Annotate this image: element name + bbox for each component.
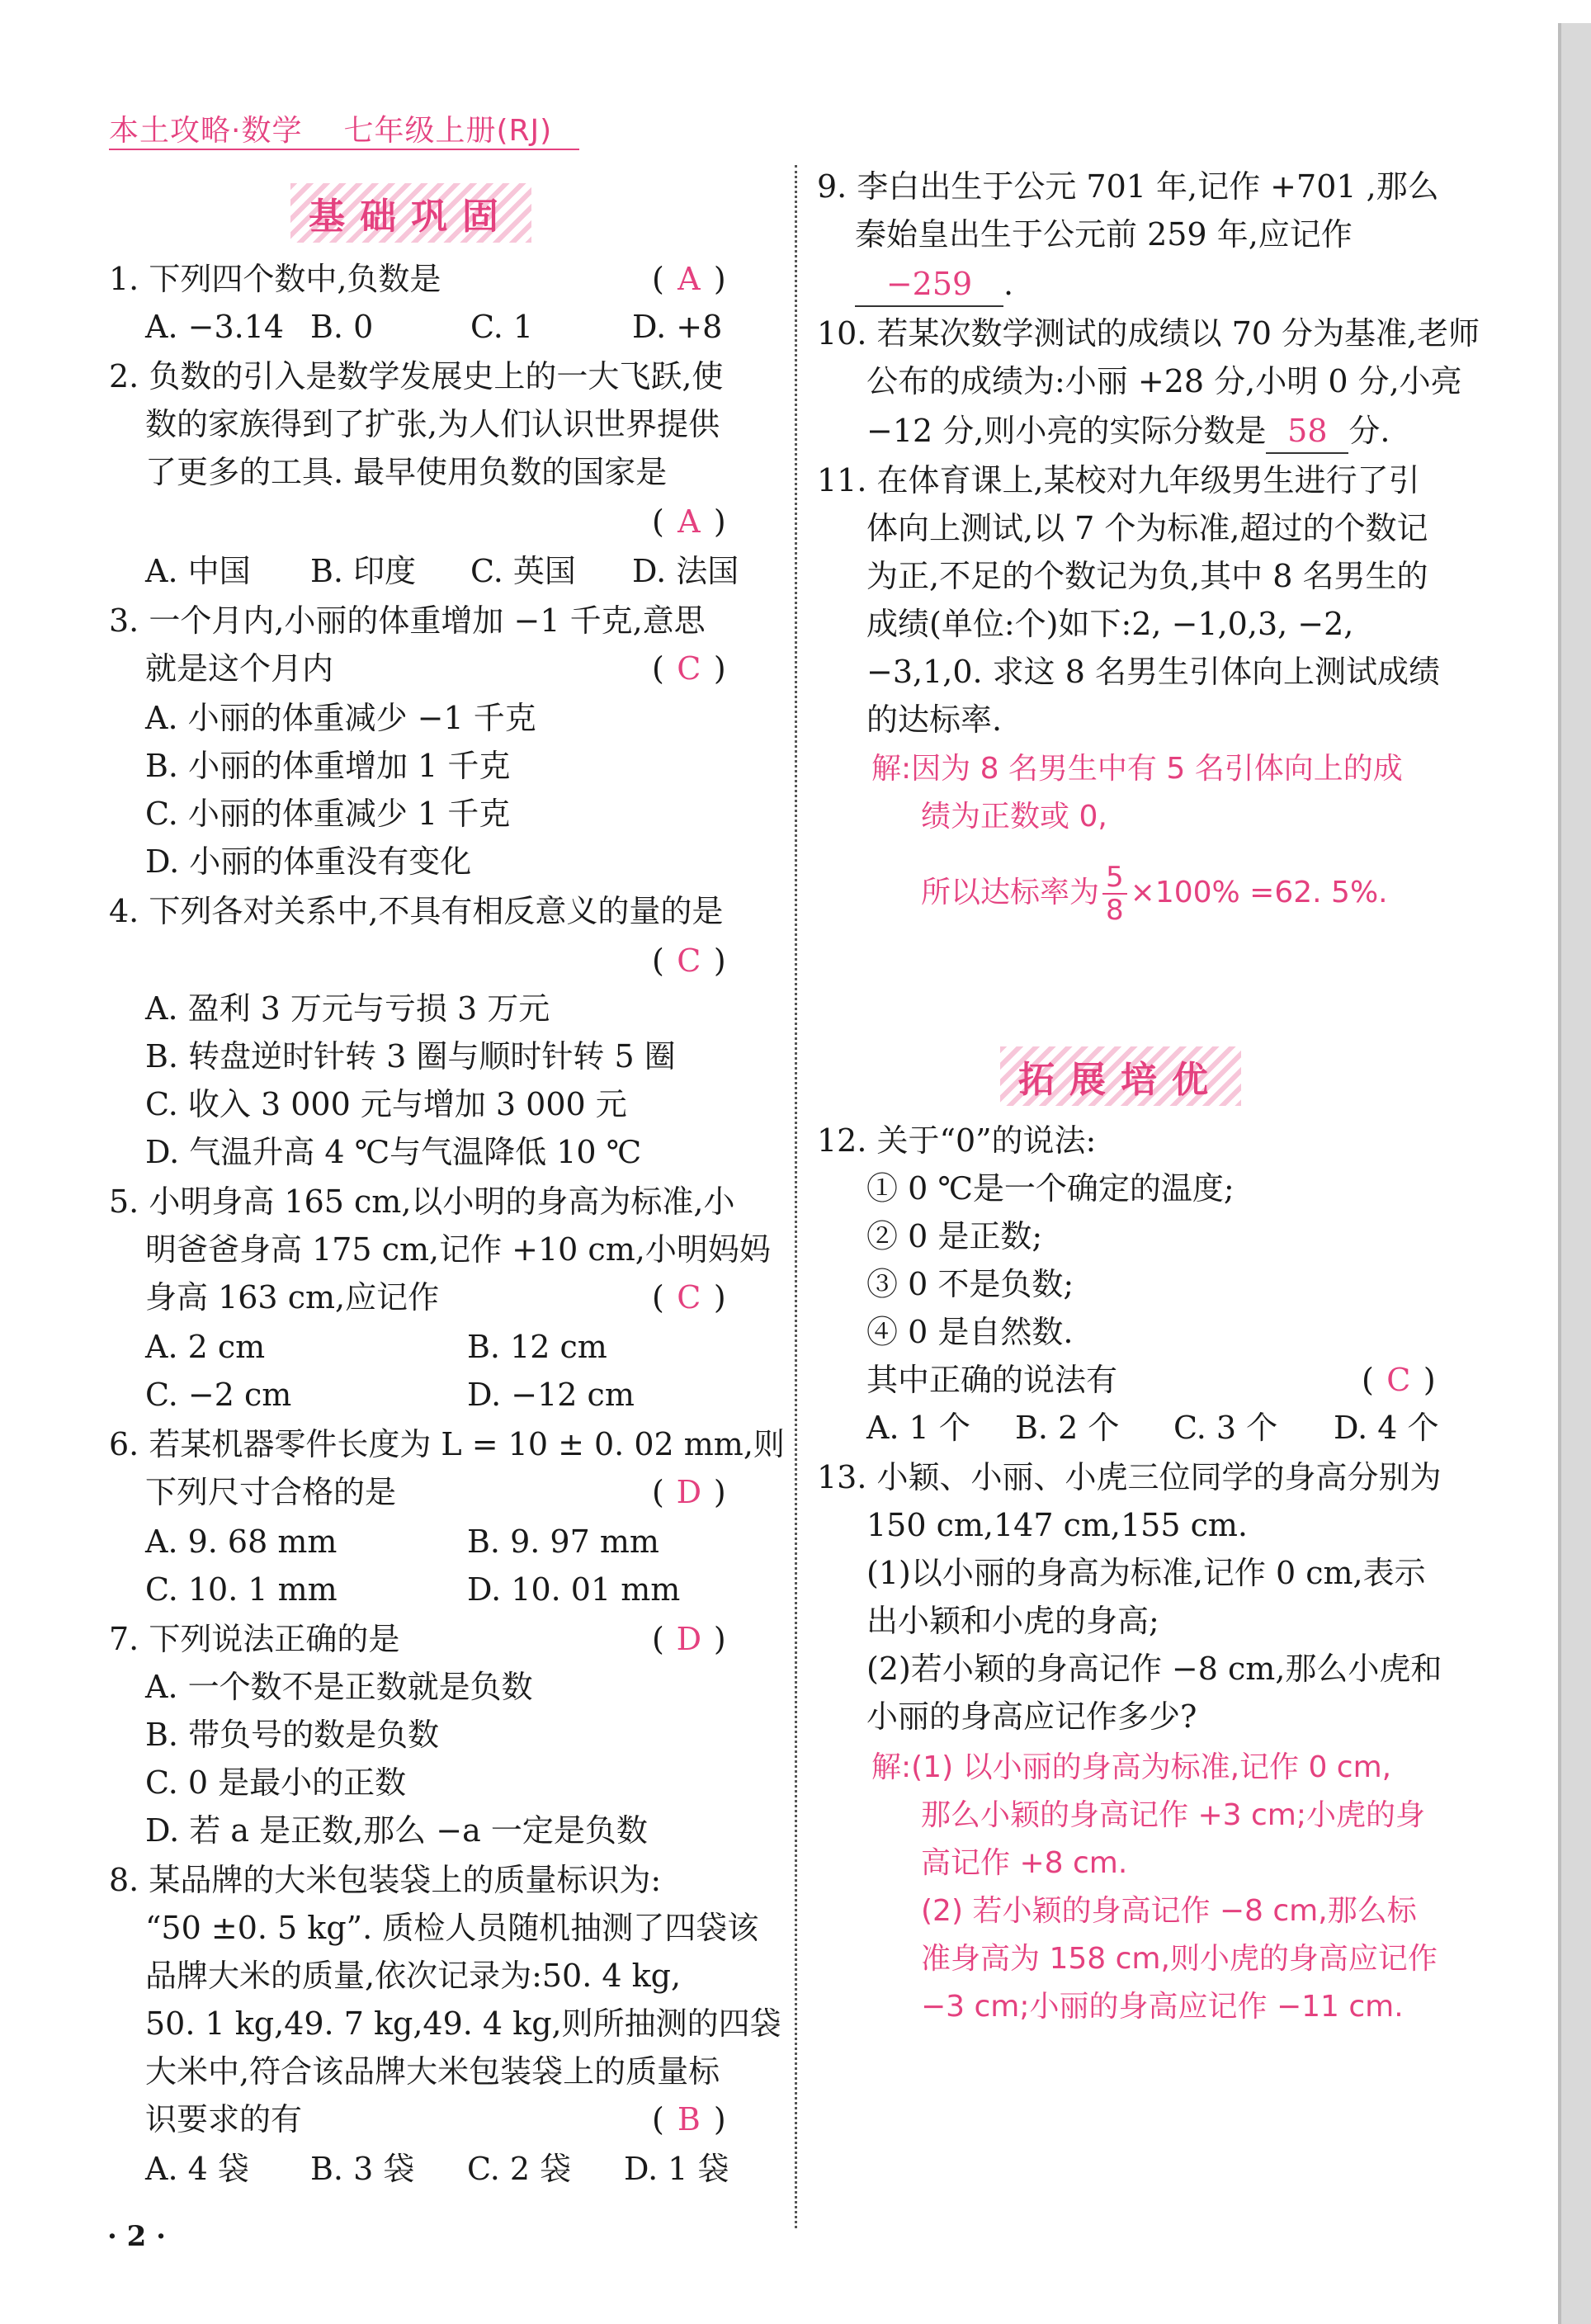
q11-line: 成绩(单位:个)如下:2, −1,0,3, −2, bbox=[866, 606, 1354, 642]
q6-line: 下列尺寸合格的是 bbox=[145, 1474, 397, 1510]
q2-option-c: C. 英国 bbox=[470, 553, 576, 589]
q8-line: 8. 某品牌的大米包装袋上的质量标识为: bbox=[109, 1862, 662, 1898]
q11-fraction bbox=[1102, 862, 1127, 926]
q10-line: 10. 若某次数学测试的成绩以 70 分为基准,老师 bbox=[817, 315, 1480, 352]
q8-line: 大米中,符合该品牌大米包装袋上的质量标 bbox=[145, 2053, 720, 2090]
q13-line: 小丽的身高应记作多少? bbox=[866, 1698, 1197, 1735]
q7-stem: 7. 下列说法正确的是 bbox=[109, 1621, 400, 1657]
q11-sol-prefix: 所以达标率为 bbox=[921, 876, 1100, 909]
q6-option-b: B. 9. 97 mm bbox=[467, 1523, 659, 1560]
q8-answer: B bbox=[677, 2101, 701, 2137]
q3-line: 就是这个月内 bbox=[145, 650, 334, 687]
q9-answer-line bbox=[855, 262, 1013, 307]
q7-option-b: B. 带负号的数是负数 bbox=[145, 1717, 440, 1753]
q9-tail: . bbox=[1003, 266, 1014, 302]
section-title-advanced: 拓展培优 bbox=[1000, 1046, 1241, 1106]
q7-answer-bracket: ( D ) bbox=[652, 1618, 726, 1660]
q12-option-b: B. 2 个 bbox=[1015, 1410, 1120, 1446]
page-edge bbox=[1561, 23, 1591, 2324]
q13-solution-line: 解:(1) 以小丽的身高为标准,记作 0 cm, bbox=[871, 1750, 1392, 1784]
q11-line: −3,1,0. 求这 8 名男生引体向上测试成绩 bbox=[866, 654, 1441, 690]
q12-item: ② 0 是正数; bbox=[866, 1218, 1043, 1254]
q8-option-c: C. 2 袋 bbox=[467, 2151, 572, 2187]
q13-solution-line: 那么小颖的身高记作 +3 cm;小虎的身 bbox=[921, 1798, 1425, 1832]
q1-option-d: D. +8 bbox=[632, 309, 723, 345]
q13-solution-line: 高记作 +8 cm. bbox=[921, 1846, 1128, 1880]
q4-option-b: B. 转盘逆时针转 3 圈与顺时针转 5 圈 bbox=[145, 1038, 676, 1075]
header-grade: 七年级上册(RJ) bbox=[343, 114, 553, 148]
q13-line: (2)若小颖的身高记作 −8 cm,那么小虎和 bbox=[866, 1651, 1442, 1687]
header-book: 本土攻略·数学 bbox=[109, 114, 303, 148]
q12-answer-bracket: ( C ) bbox=[1362, 1358, 1436, 1401]
q8-option-a: A. 4 袋 bbox=[145, 2151, 249, 2187]
q13-line: (1)以小丽的身高为标准,记作 0 cm,表示 bbox=[866, 1555, 1426, 1591]
q1-option-a: A. −3.14 bbox=[145, 309, 285, 345]
q13-line: 150 cm,147 cm,155 cm. bbox=[866, 1507, 1249, 1543]
q2-answer: A bbox=[677, 503, 701, 540]
q12-item: ① 0 ℃是一个确定的温度; bbox=[866, 1170, 1235, 1207]
q11-line: 11. 在体育课上,某校对九年级男生进行了引 bbox=[817, 462, 1420, 498]
q11-sol-suffix: ×100% =62. 5%. bbox=[1130, 876, 1388, 909]
section-title-basic: 基础巩固 bbox=[290, 183, 531, 243]
q11-line: 的达标率. bbox=[866, 701, 1003, 738]
q8-option-b: B. 3 袋 bbox=[310, 2151, 415, 2187]
q2-line: 2. 负数的引入是数学发展史上的一大飞跃,使 bbox=[109, 358, 724, 394]
q1-answer-bracket: ( A ) bbox=[652, 257, 726, 300]
q2-option-b: B. 印度 bbox=[310, 553, 417, 589]
q9-line: 秦始皇出生于公元前 259 年,应记作 bbox=[855, 216, 1353, 253]
q8-option-d: D. 1 袋 bbox=[624, 2151, 729, 2187]
q12-answer: C bbox=[1386, 1362, 1411, 1398]
q6-option-d: D. 10. 01 mm bbox=[467, 1571, 681, 1608]
q2-answer-bracket: ( A ) bbox=[652, 500, 726, 543]
page-number: · 2 · bbox=[107, 2220, 167, 2253]
q12-ask: 其中正确的说法有 bbox=[866, 1362, 1118, 1398]
q13-solution-line: −3 cm;小丽的身高应记作 −11 cm. bbox=[921, 1990, 1404, 2024]
q6-answer-bracket: ( D ) bbox=[652, 1471, 726, 1514]
q11-solution-line: 解:因为 8 名男生中有 5 名引体向上的成 bbox=[871, 752, 1403, 786]
q11-frac-num: 5 bbox=[1102, 862, 1127, 895]
q10-last-suffix: 分. bbox=[1348, 413, 1390, 449]
q11-line: 为正,不足的个数记为负,其中 8 名男生的 bbox=[866, 558, 1428, 594]
q6-answer: D bbox=[676, 1474, 702, 1510]
q2-line: 数的家族得到了扩张,为人们认识世界提供 bbox=[145, 406, 720, 442]
q13-line: 13. 小颖、小丽、小虎三位同学的身高分别为 bbox=[817, 1459, 1442, 1495]
q10-line: 公布的成绩为:小丽 +28 分,小明 0 分,小亮 bbox=[866, 363, 1462, 399]
q6-option-a: A. 9. 68 mm bbox=[145, 1523, 338, 1560]
q8-line: “50 ±0. 5 kg”. 质检人员随机抽测了四袋该 bbox=[145, 1910, 759, 1946]
q7-answer: D bbox=[676, 1621, 702, 1657]
q3-option-b: B. 小丽的体重增加 1 千克 bbox=[145, 748, 511, 784]
q7-option-a: A. 一个数不是正数就是负数 bbox=[145, 1669, 533, 1705]
q7-option-d: D. 若 a 是正数,那么 −a 一定是负数 bbox=[145, 1812, 648, 1849]
q5-line: 明爸爸身高 175 cm,记作 +10 cm,小明妈妈 bbox=[145, 1231, 771, 1268]
q5-line: 5. 小明身高 165 cm,以小明的身高为标准,小 bbox=[109, 1183, 735, 1220]
q3-option-c: C. 小丽的体重减少 1 千克 bbox=[145, 796, 511, 832]
q4-answer-bracket: ( C ) bbox=[652, 939, 726, 982]
q3-option-a: A. 小丽的体重减少 −1 千克 bbox=[145, 700, 536, 736]
q12-option-c: C. 3 个 bbox=[1173, 1410, 1278, 1446]
q10-last-line bbox=[866, 409, 1390, 454]
q3-answer: C bbox=[677, 650, 701, 687]
q5-option-c: C. −2 cm bbox=[145, 1377, 292, 1413]
q11-frac-den: 8 bbox=[1106, 894, 1124, 927]
q4-stem: 4. 下列各对关系中,不具有相反意义的量的是 bbox=[109, 893, 724, 929]
column-divider bbox=[795, 165, 797, 2228]
q13-solution-line: (2) 若小颖的身高记作 −8 cm,那么标 bbox=[921, 1894, 1417, 1928]
q4-option-d: D. 气温升高 4 ℃与气温降低 10 ℃ bbox=[145, 1134, 642, 1170]
q12-option-a: A. 1 个 bbox=[866, 1410, 970, 1446]
q8-answer-bracket: ( B ) bbox=[652, 2098, 726, 2141]
q4-answer: C bbox=[677, 942, 701, 979]
q12-option-d: D. 4 个 bbox=[1334, 1410, 1439, 1446]
q4-option-a: A. 盈利 3 万元与亏损 3 万元 bbox=[145, 990, 550, 1027]
q5-answer: C bbox=[677, 1279, 701, 1316]
q8-line: 品牌大米的质量,依次记录为:50. 4 kg, bbox=[145, 1958, 682, 1994]
q1-option-c: C. 1 bbox=[470, 309, 534, 345]
q11-solution-line: 绩为正数或 0, bbox=[921, 800, 1107, 834]
q2-line: 了更多的工具. 最早使用负数的国家是 bbox=[145, 454, 668, 490]
q10-answer: 58 bbox=[1266, 409, 1348, 454]
q6-line: 6. 若某机器零件长度为 L = 10 ± 0. 02 mm,则 bbox=[109, 1426, 785, 1462]
q1-answer: A bbox=[677, 261, 701, 297]
q13-solution-line: 准身高为 158 cm,则小虎的身高应记作 bbox=[921, 1942, 1438, 1976]
q1-option-b: B. 0 bbox=[310, 309, 374, 345]
q7-option-c: C. 0 是最小的正数 bbox=[145, 1764, 407, 1801]
q3-answer-bracket: ( C ) bbox=[652, 647, 726, 690]
header-rule bbox=[109, 149, 579, 150]
q5-option-a: A. 2 cm bbox=[145, 1329, 266, 1365]
q12-stem: 12. 关于“0”的说法: bbox=[817, 1122, 1097, 1159]
q4-option-c: C. 收入 3 000 元与增加 3 000 元 bbox=[145, 1086, 627, 1122]
q11-line: 体向上测试,以 7 个为标准,超过的个数记 bbox=[866, 510, 1428, 546]
q12-item: ④ 0 是自然数. bbox=[866, 1314, 1074, 1350]
q10-last-prefix: −12 分,则小亮的实际分数是 bbox=[866, 413, 1267, 449]
q2-option-a: A. 中国 bbox=[145, 553, 251, 589]
running-header bbox=[109, 107, 552, 149]
q5-line: 身高 163 cm,应记作 bbox=[145, 1279, 440, 1316]
q9-line: 9. 李白出生于公元 701 年,记作 +701 ,那么 bbox=[817, 168, 1439, 205]
q12-item: ③ 0 不是负数; bbox=[866, 1266, 1074, 1302]
q5-option-d: D. −12 cm bbox=[467, 1377, 635, 1413]
page-edge-shadow bbox=[1558, 23, 1561, 2324]
q11-solution-rate bbox=[921, 862, 1388, 926]
q6-option-c: C. 10. 1 mm bbox=[145, 1571, 338, 1608]
q5-option-b: B. 12 cm bbox=[467, 1329, 607, 1365]
q5-answer-bracket: ( C ) bbox=[652, 1276, 726, 1319]
q8-line: 50. 1 kg,49. 7 kg,49. 4 kg,则所抽测的四袋 bbox=[145, 2005, 781, 2042]
q8-line: 识要求的有 bbox=[145, 2101, 303, 2137]
q3-line: 3. 一个月内,小丽的体重增加 −1 千克,意思 bbox=[109, 602, 706, 639]
q13-line: 出小颖和小虎的身高; bbox=[866, 1603, 1159, 1639]
q2-option-d: D. 法国 bbox=[632, 553, 739, 589]
q3-option-d: D. 小丽的体重没有变化 bbox=[145, 843, 472, 880]
q9-answer: −259 bbox=[855, 262, 1003, 307]
q1-stem: 1. 下列四个数中,负数是 bbox=[109, 261, 441, 297]
